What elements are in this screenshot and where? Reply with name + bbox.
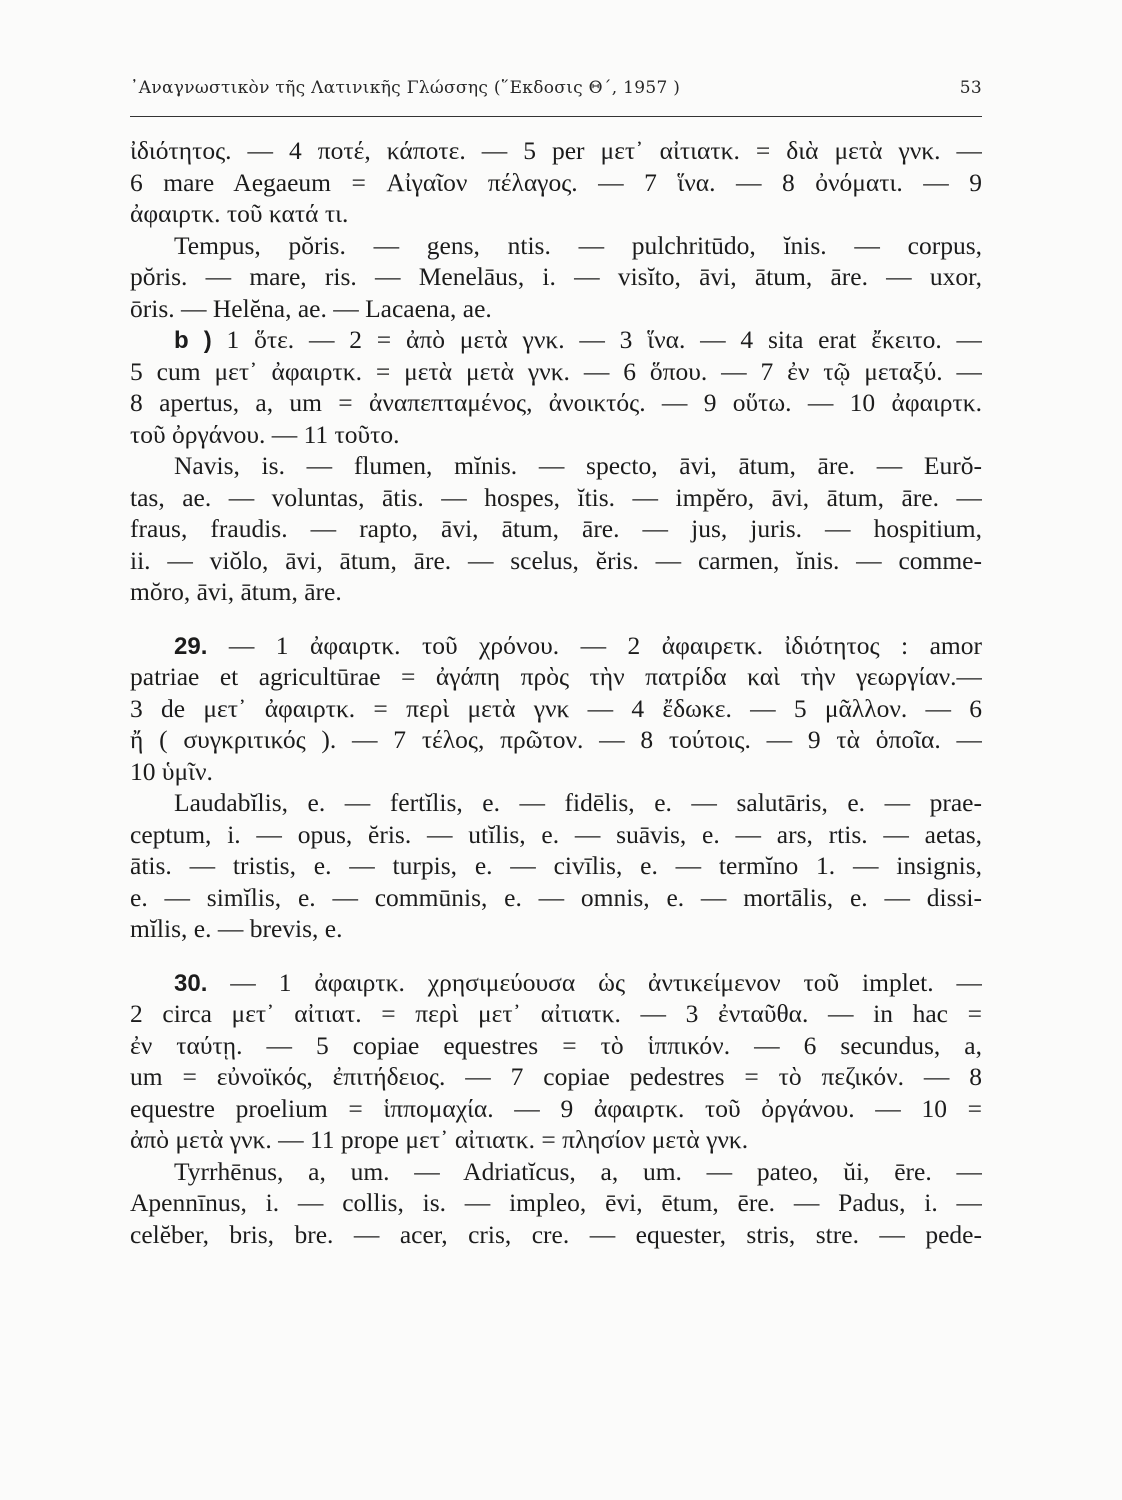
text-line: patriae et agricultūrae = ἀγάπη πρὸς τὴν πατρίδα καὶ τὴν γεωργίαν.— bbox=[130, 662, 982, 691]
header-rule bbox=[130, 116, 982, 117]
header-title: ᾿Αναγνωστικὸν τῆς Λατινικῆς Γλώσσης (῞Εκδοσις Θ΄, 1957 ) bbox=[130, 78, 681, 98]
text-line: Tyrrhēnus, a, um. — Adriatĭcus, a, um. — pateo, ŭi, ēre. — bbox=[174, 1156, 982, 1186]
section-label-b: b ) bbox=[174, 327, 212, 354]
text-line: 5 cum μετ᾿ ἀφαιρτκ. = μετὰ μετὰ γνκ. — 6 ὅπου. — 7 ἐν τῷ μεταξύ. — bbox=[130, 356, 982, 386]
text-line: e. — simĭlis, e. — commūnis, e. — omnis, e. — mortālis, e. — dissi- bbox=[130, 882, 982, 912]
text-line: Tempus, pŏris. — gens, ntis. — pulchritūdo, ĭnis. — corpus, bbox=[174, 230, 982, 260]
text-line: 2 circa μετ᾿ αἰτιατ. = περὶ μετ᾿ αἰτιατκ. — 3 ἐνταῦθα. — in hac = bbox=[130, 999, 982, 1028]
section-number-29: 29. bbox=[174, 632, 208, 660]
text-line: pŏris. — mare, ris. — Menelāus, i. — visĭto, āvi, ātum, āre. — uxor, bbox=[130, 262, 982, 291]
text-line: fraus, fraudis. — rapto, āvi, ātum, āre. — jus, juris. — hospitium, bbox=[130, 514, 982, 543]
text-line: Navis, is. — flumen, mĭnis. — specto, āvi, ātum, āre. — Eurŏ- bbox=[174, 451, 982, 480]
text-line: ἤ ( συγκριτικός ). — 7 τέλος, πρῶτον. — 8 τούτοις. — 9 τὰ ὁποῖα. — bbox=[130, 725, 982, 754]
text-line: Apennīnus, i. — collis, is. — impleo, ēvi, ētum, ēre. — Padus, i. — bbox=[130, 1188, 982, 1217]
text-line: equestre proelium = ἱππομαχία. — 9 ἀφαιρτκ. τοῦ ὀργάνου. — 10 = bbox=[130, 1093, 982, 1123]
section-gap bbox=[130, 945, 982, 967]
text-line: 3 de μετ᾿ ἀφαιρτκ. = περὶ μετὰ γνκ — 4 ἔδωκε. — 5 μᾶλλον. — 6 bbox=[130, 693, 982, 723]
text-line: celĕber, bris, bre. — acer, cris, cre. — equester, stris, stre. — pede- bbox=[130, 1219, 982, 1249]
section-gap bbox=[130, 608, 982, 630]
text-line: Laudabĭlis, e. — fertĭlis, e. — fidēlis, e. — salutāris, e. — prae- bbox=[174, 788, 982, 817]
page-body bbox=[130, 135, 982, 1250]
text-line: ἰδιότητος. — 4 ποτέ, κάποτε. — 5 per μετ᾿ αἰτιατκ. = διὰ μετὰ γνκ. — bbox=[130, 136, 982, 165]
text-line-content: — 1 ἀφαιρτκ. τοῦ χρόνου. — 2 ἀφαιρετκ. ἰδιότητος : amor bbox=[228, 630, 982, 660]
section-number-30: 30. bbox=[174, 969, 208, 997]
page-number: 53 bbox=[959, 78, 982, 98]
text-line: 10 ὑμῖν. bbox=[130, 756, 213, 786]
text-line: ceptum, i. — opus, ĕris. — utĭlis, e. — suāvis, e. — ars, rtis. — aetas, bbox=[130, 819, 982, 849]
text-line: ἀφαιρτκ. τοῦ κατά τι. bbox=[130, 199, 349, 228]
running-header bbox=[130, 78, 982, 104]
section-30-first-line bbox=[130, 967, 982, 999]
section-29-first-line bbox=[130, 630, 982, 662]
text-line: ātis. — tristis, e. — turpis, e. — civīlis, e. — termĭno 1. — insignis, bbox=[130, 851, 982, 880]
text-line: τοῦ ὀργάνου. — 11 τοῦτο. bbox=[130, 419, 400, 449]
text-line: mŏro, āvi, ātum, āre. bbox=[130, 577, 342, 606]
text-line: ii. — viŏlo, āvi, ātum, āre. — scelus, ĕris. — carmen, ĭnis. — comme- bbox=[130, 545, 982, 575]
text-line: mĭlis, e. — brevis, e. bbox=[130, 914, 343, 943]
text-line: um = εὐνοϊκός, ἐπιτήδειος. — 7 copiae pedestres = τὸ πεζικόν. — 8 bbox=[130, 1062, 982, 1091]
text-line: 8 apertus, a, um = ἀναπεπταμένος, ἀνοικτός. — 9 οὕτω. — 10 ἀφαιρτκ. bbox=[130, 388, 982, 417]
text-line: 6 mare Aegaeum = Αἰγαῖον πέλαγος. — 7 ἵνα. — 8 ὀνόματι. — 9 bbox=[130, 167, 982, 197]
text-line-b bbox=[130, 324, 982, 356]
text-line: tas, ae. — voluntas, ātis. — hospes, ĭtis. — impĕro, āvi, ātum, āre. — bbox=[130, 482, 982, 512]
text-line: ἐν ταύτῃ. — 5 copiae equestres = τὸ ἱππικόν. — 6 secundus, a, bbox=[130, 1030, 982, 1060]
text-line: ōris. — Helĕna, ae. — Lacaena, ae. bbox=[130, 293, 492, 323]
text-line-content: — 1 ἀφαιρτκ. χρησιμεύουσα ὡς ἀντικείμενον τοῦ implet. — bbox=[230, 967, 982, 997]
text-line-content: 1 ὅτε. — 2 = ἀπὸ μετὰ γνκ. — 3 ἵνα. — 4 sita erat ἔκειτο. — bbox=[226, 325, 982, 354]
text-line: ἀπὸ μετὰ γνκ. — 11 prope μετ᾿ αἰτιατκ. = πλησίον μετὰ γνκ. bbox=[130, 1125, 749, 1154]
